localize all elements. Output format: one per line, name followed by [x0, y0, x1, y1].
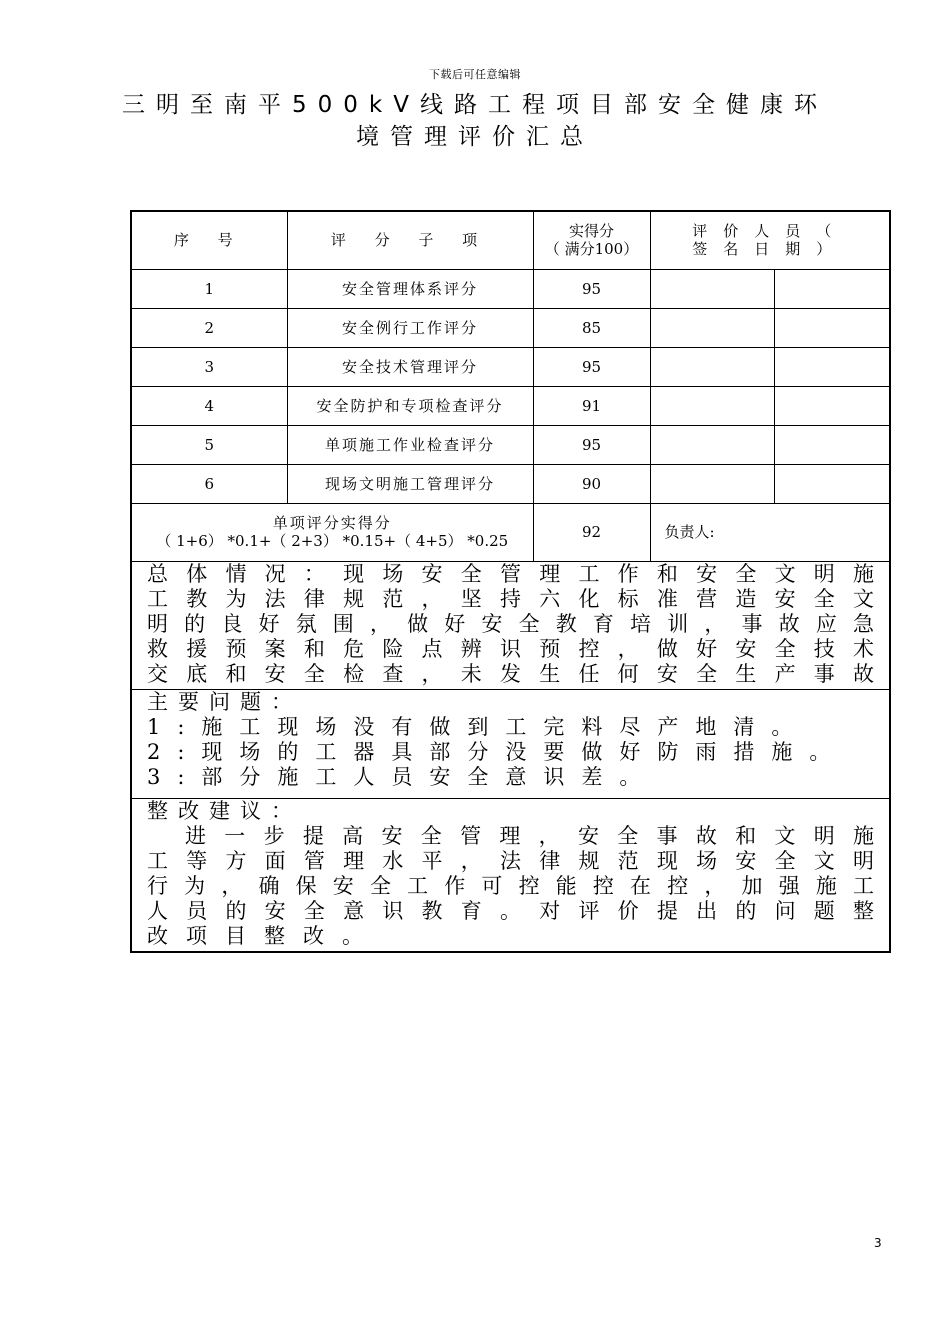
row-evaluator-cell [650, 308, 774, 347]
row-score: 95 [533, 347, 650, 386]
header-evaluator [650, 211, 890, 269]
responsible-person: 负责人: [650, 503, 890, 561]
evaluation-summary-table [130, 210, 891, 953]
overall-line: 工教为法律规范，坚持六化标准营造安全文 [147, 586, 875, 611]
suggestion-line: 工等方面管理水平，法律规范现场安全文明 [147, 848, 875, 873]
row-date-cell [774, 269, 890, 308]
summary-score: 92 [533, 503, 650, 561]
overall-line: 交底和安全检查，未发生任何安全生产事故 [147, 661, 875, 686]
suggestions-heading: 整改建议： [147, 798, 302, 823]
row-item-name: 安全管理体系评分 [287, 269, 533, 308]
suggestion-line: 行为，确保安全工作可控能控在控，加强施工 [147, 873, 875, 898]
summary-row [131, 503, 890, 561]
problems-heading: 主要问题： [147, 689, 302, 714]
problem-item: 1:施工现场没有做到工完料尽产地清。 [147, 714, 810, 739]
overall-situation [131, 561, 890, 689]
row-item-name: 单项施工作业检查评分 [287, 425, 533, 464]
table-row [131, 269, 890, 308]
row-score: 95 [533, 269, 650, 308]
header-evaluator-line1: 评价人员（ [692, 222, 848, 241]
suggestion-line: 改项目整改。 [147, 923, 381, 948]
row-item-name: 安全例行工作评分 [287, 308, 533, 347]
overall-line: 救援预案和危险点辨识预控，做好安全技术 [147, 636, 875, 661]
row-no: 1 [131, 269, 287, 308]
document-title-line-2: 境管理评价汇总 [356, 124, 594, 150]
row-score: 91 [533, 386, 650, 425]
row-evaluator-cell [650, 425, 774, 464]
table-row [131, 425, 890, 464]
summary-label: 单项评分实得分 [272, 514, 392, 532]
row-item-name: 现场文明施工管理评分 [287, 464, 533, 503]
row-no: 2 [131, 308, 287, 347]
top-note: 下载后可任意编辑 [429, 68, 521, 81]
table-row [131, 347, 890, 386]
header-evaluator-line2: 签名日期） [692, 240, 848, 259]
problems-list [132, 690, 889, 798]
row-score: 85 [533, 308, 650, 347]
document-title-line-1: 三明至南平500kV线路工程项目部安全健康环 [122, 92, 828, 118]
suggestions-row [131, 798, 890, 952]
row-evaluator-cell [650, 386, 774, 425]
page-number: 3 [874, 1236, 882, 1250]
header-score-line1: 实得分 [568, 222, 614, 241]
row-no: 6 [131, 464, 287, 503]
row-date-cell [774, 425, 890, 464]
problem-item: 2:现场的工器具部分没要做好防雨措施。 [147, 739, 848, 764]
table-header-row [131, 211, 890, 269]
suggestion-line: 人员的安全意识教育。对评价提出的问题整 [147, 898, 875, 923]
summary-formula [131, 503, 533, 561]
row-score: 95 [533, 425, 650, 464]
row-no: 4 [131, 386, 287, 425]
row-date-cell [774, 347, 890, 386]
row-no: 5 [131, 425, 287, 464]
suggestions-text [132, 799, 889, 951]
header-score [533, 211, 650, 269]
header-score-line2: （ 满分100） [544, 240, 639, 259]
problem-item: 3:部分施工人员安全意识差。 [147, 764, 658, 789]
row-evaluator-cell [650, 347, 774, 386]
row-evaluator-cell [650, 269, 774, 308]
problems-row [131, 689, 890, 798]
row-no: 3 [131, 347, 287, 386]
row-item-name: 安全防护和专项检查评分 [287, 386, 533, 425]
main-problems [131, 689, 890, 798]
row-item-name: 安全技术管理评分 [287, 347, 533, 386]
row-date-cell [774, 386, 890, 425]
overall-row [131, 561, 890, 689]
header-item: 评 分 子 项 [287, 211, 533, 269]
rectification-suggestions [131, 798, 890, 952]
overall-line: 明的良好氛围，做好安全教育培训，事故应急 [147, 611, 875, 636]
row-date-cell [774, 308, 890, 347]
summary-formula-text: （ 1+6） *0.1+（ 2+3） *0.15+（ 4+5） *0.25 [156, 532, 509, 550]
table-row [131, 386, 890, 425]
overall-text [132, 562, 889, 689]
header-seq: 序 号 [131, 211, 287, 269]
table-row [131, 308, 890, 347]
overall-line: 总体情况：现场安全管理工作和安全文明施 [147, 561, 875, 586]
row-score: 90 [533, 464, 650, 503]
row-evaluator-cell [650, 464, 774, 503]
suggestion-line: 进一步提高安全管理，安全事故和文明施 [185, 823, 875, 848]
table-row [131, 464, 890, 503]
row-date-cell [774, 464, 890, 503]
